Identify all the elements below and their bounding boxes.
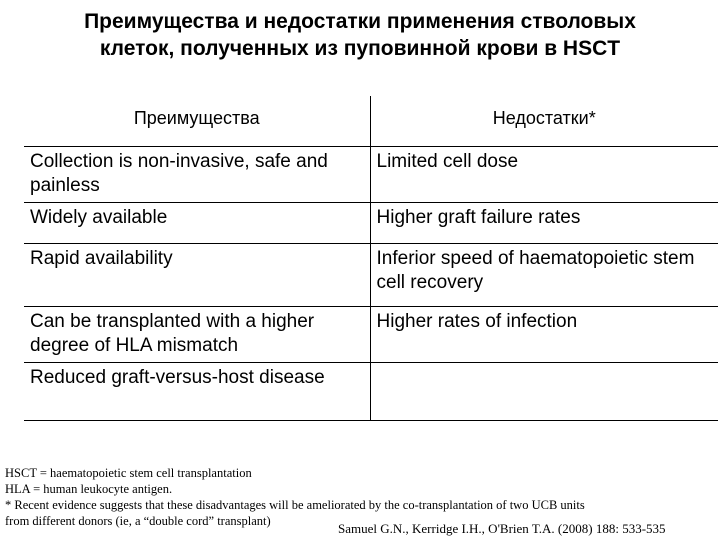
advantage-cell: Rapid availability — [24, 243, 370, 306]
disadvantage-cell — [370, 362, 718, 420]
advantage-cell: Reduced graft-versus-host disease — [24, 362, 370, 420]
table-row — [24, 202, 718, 243]
advantage-cell: Can be transplanted with a higher degree of HLA mismatch — [24, 306, 370, 362]
disadvantage-cell: Higher graft failure rates — [370, 202, 718, 243]
table-row — [24, 306, 718, 362]
disadvantage-cell: Higher rates of infection — [370, 306, 718, 362]
advantage-cell: Collection is non-invasive, safe and painless — [24, 146, 370, 202]
table-row — [24, 243, 718, 306]
footnote-note-line-2: from different donors (ie, a “double cord” transplant) — [5, 514, 271, 528]
footnote-hla: HLA = human leukocyte antigen. — [5, 482, 173, 496]
advantage-cell: Widely available — [24, 202, 370, 243]
table-row — [24, 146, 718, 202]
footnotes — [5, 465, 717, 529]
title-line-2: клеток, полученных из пуповинной крови в HSCT — [99, 37, 621, 60]
header-advantages: Преимущества — [24, 96, 370, 146]
disadvantage-cell: Limited cell dose — [370, 146, 718, 202]
disadvantage-cell: Inferior speed of haematopoietic stem cell recovery — [370, 243, 718, 306]
title-line-1: Преимущества и недостатки применения стволовых — [84, 10, 636, 33]
citation: Samuel G.N., Kerridge I.H., O'Brien T.A. (2008) 188: 533-535 — [338, 521, 666, 536]
slide-title — [0, 8, 720, 62]
footnote-hsct: HSCT = haematopoietic stem cell transplantation — [5, 466, 252, 480]
header-disadvantages: Недостатки* — [370, 96, 718, 146]
table-header-row — [24, 96, 718, 146]
footnote-note-line-1: * Recent evidence suggests that these disadvantages will be ameliorated by the co-transplantation of two UCB units — [5, 498, 585, 512]
table-row — [24, 362, 718, 420]
comparison-table — [24, 96, 718, 421]
